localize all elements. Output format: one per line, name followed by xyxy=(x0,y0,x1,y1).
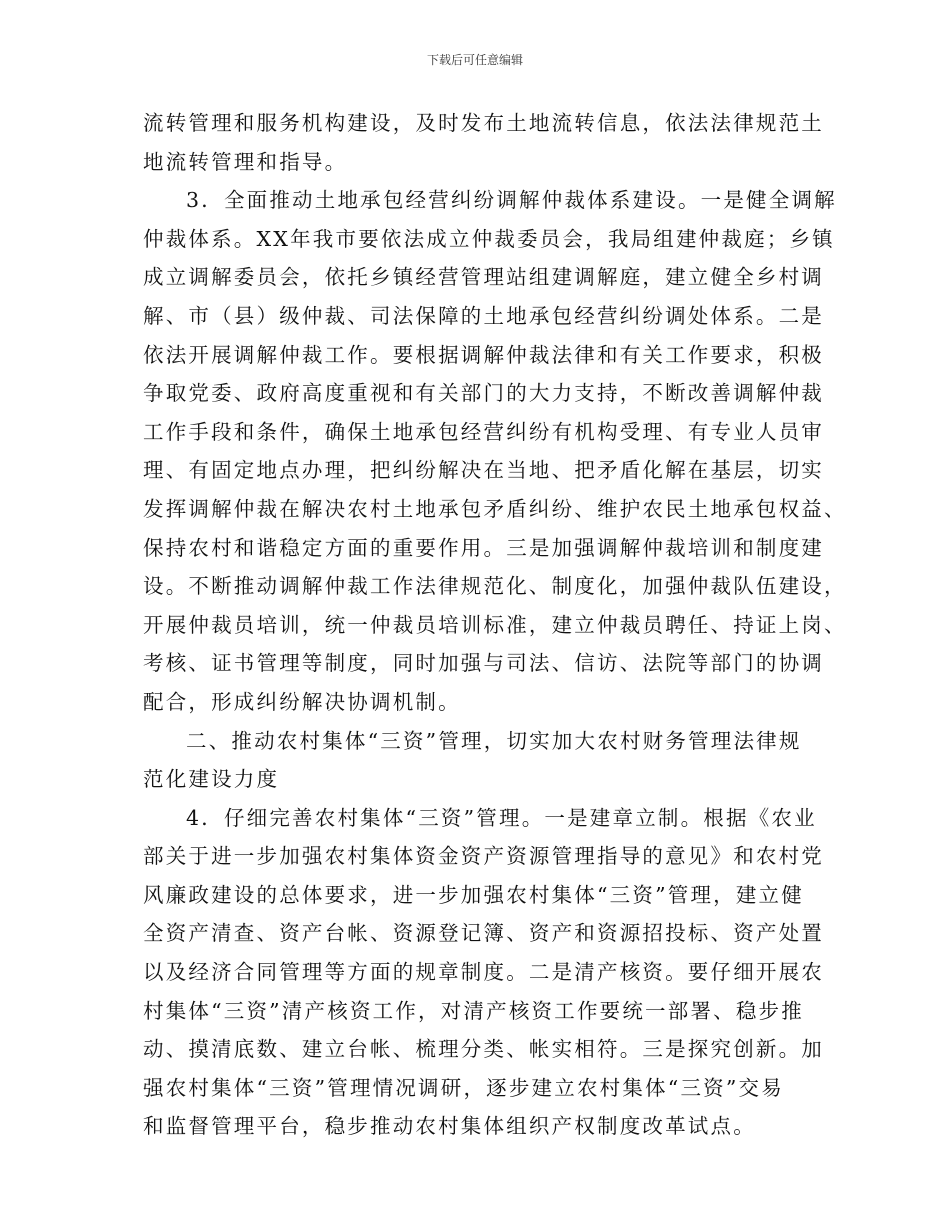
text-line: 理、有固定地点办理，把纠纷解决在当地、把矛盾化解在基层，切实 xyxy=(143,458,824,483)
section-heading-line: 二、推动农村集体“三资”管理，切实加大农村财务管理法律规 xyxy=(186,728,802,753)
text-line: 和监督管理平台，稳步推动农村集体组织产权制度改革试点。 xyxy=(143,1114,756,1139)
text-line: 风廉政建设的总体要求，进一步加强农村集体“三资”管理，建立健 xyxy=(143,882,804,907)
text-line: 全资产清查、资产台帐、资源登记簿、资产和资源招投标、资产处置 xyxy=(143,921,824,946)
document-body xyxy=(143,104,847,1146)
text-line: 村集体“三资”清产核资工作，对清产核资工作要统一部署、稳步推 xyxy=(143,998,804,1023)
section-heading-line: 范化建设力度 xyxy=(143,767,280,792)
text-line: 成立调解委员会，依托乡镇经营管理站组建调解庭，建立健全乡村调 xyxy=(143,265,824,290)
text-line: 依法开展调解仲裁工作。要根据调解仲裁法律和有关工作要求，积极 xyxy=(143,342,824,367)
text-line: 配合，形成纠纷解决协调机制。 xyxy=(143,689,461,714)
text-line: 争取党委、政府高度重视和有关部门的大力支持，不断改善调解仲裁 xyxy=(143,381,824,406)
text-line: 以及经济合同管理等方面的规章制度。二是清产核资。要仔细开展农 xyxy=(143,960,824,985)
text-line: 动、摸清底数、建立台帐、梳理分类、帐实相符。三是探究创新。加 xyxy=(143,1037,824,1062)
text-line: 工作手段和条件，确保土地承包经营纠纷有机构受理、有专业人员审 xyxy=(143,419,824,444)
text-line: 流转管理和服务机构建设，及时发布土地流转信息，依法法律规范土 xyxy=(143,111,824,135)
text-line: 部关于进一步加强农村集体资金资产资源管理指导的意见》和农村党 xyxy=(143,844,824,869)
text-line: 开展仲裁员培训，统一仲裁员培训标准，建立仲裁员聘任、持证上岗、 xyxy=(143,612,847,637)
page-header: 下载后可任意编辑 xyxy=(426,53,523,67)
text-line: 仲裁体系。XX年我市要依法成立仲裁委员会，我局组建仲裁庭；乡镇 xyxy=(143,226,835,251)
text-line: 地流转管理和指导。 xyxy=(143,149,348,174)
paragraph-start-line: 3．全面推动土地承包经营纠纷调解仲裁体系建设。一是健全调解 xyxy=(186,188,837,213)
text-line: 考核、证书管理等制度，同时加强与司法、信访、法院等部门的协调 xyxy=(143,651,824,676)
text-line: 保持农村和谐稳定方面的重要作用。三是加强调解仲裁培训和制度建 xyxy=(143,535,824,560)
paragraph-start-line: 4．仔细完善农村集体“三资”管理。一是建章立制。根据《农业 xyxy=(186,805,817,830)
text-line: 发挥调解仲裁在解决农村土地承包矛盾纠纷、维护农民土地承包权益、 xyxy=(143,496,847,521)
text-line: 设。不断推动调解仲裁工作法律规范化、制度化，加强仲裁队伍建设， xyxy=(143,574,847,599)
text-line: 解、市（县）级仲裁、司法保障的土地承包经营纠纷调处体系。二是 xyxy=(143,303,824,328)
text-line: 强农村集体“三资”管理情况调研，逐步建立农村集体“三资”交易 xyxy=(143,1075,784,1100)
